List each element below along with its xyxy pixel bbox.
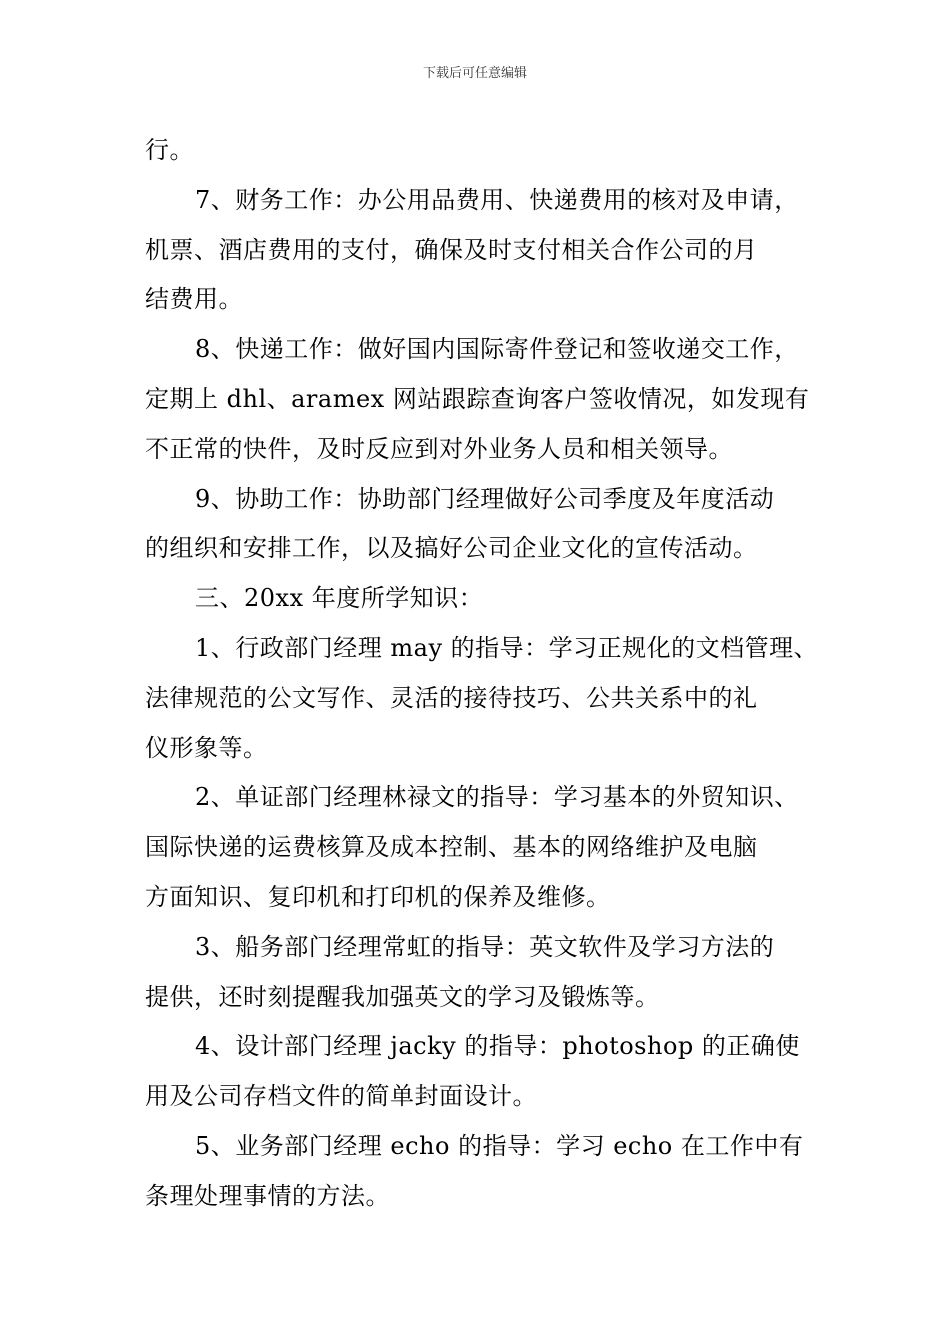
paragraph: [145, 475, 810, 575]
page-header: 下载后可任意编辑: [422, 66, 527, 81]
text-line: 提供，还时刻提醒我加强英文的学习及锻炼等。: [145, 982, 660, 1011]
paragraph: [145, 325, 810, 474]
paragraph: [145, 126, 810, 176]
paragraph: [145, 176, 810, 325]
document-body: [145, 126, 819, 1222]
paragraph: [145, 1022, 810, 1122]
text-line: 7、财务工作：办公用品费用、快递费用的核对及申请，: [195, 185, 799, 214]
text-line: 5、业务部门经理 echo 的指导：学习 echo 在工作中有: [195, 1131, 804, 1160]
paragraph: [145, 773, 810, 922]
text-line: 定期上 dhl、aramex 网站跟踪查询客户签收情况，如发现有: [145, 384, 810, 413]
paragraph: [145, 923, 810, 1023]
text-line: 用及公司存档文件的简单封面设计。: [145, 1082, 537, 1111]
text-line: 行。: [145, 136, 194, 164]
text-line: 国际快递的运费核算及成本控制、基本的网络维护及电脑: [145, 833, 758, 862]
text-line: 9、协助工作：协助部门经理做好公司季度及年度活动: [195, 484, 775, 513]
text-line: 条理处理事情的方法。: [145, 1181, 390, 1210]
text-line: 2、单证部门经理林禄文的指导：学习基本的外贸知识、: [195, 783, 799, 812]
text-line: 8、快递工作：做好国内国际寄件登记和签收递交工作，: [195, 335, 799, 364]
text-line: 法律规范的公文写作、灵活的接待技巧、公共关系中的礼: [145, 683, 758, 712]
text-line: 机票、酒店费用的支付，确保及时支付相关合作公司的月: [145, 235, 758, 264]
text-line: 4、设计部门经理 jacky 的指导：photoshop 的正确使: [195, 1032, 800, 1061]
text-line: 方面知识、复印机和打印机的保养及维修。: [145, 882, 611, 911]
paragraph: [145, 1122, 810, 1222]
text-line: 结费用。: [145, 285, 243, 314]
text-line: 3、船务部门经理常虹的指导：英文软件及学习方法的: [195, 932, 775, 961]
text-line: 仪形象等。: [145, 733, 268, 762]
text-line: 的组织和安排工作，以及搞好公司企业文化的宣传活动。: [145, 534, 758, 563]
paragraph: [145, 624, 819, 773]
text-line: 三、20xx 年度所学知识：: [195, 584, 484, 613]
paragraph: [145, 574, 810, 624]
text-line: 1、行政部门经理 may 的指导：学习正规化的文档管理、: [195, 633, 819, 662]
text-line: 不正常的快件，及时反应到对外业务人员和相关领导。: [145, 434, 733, 463]
